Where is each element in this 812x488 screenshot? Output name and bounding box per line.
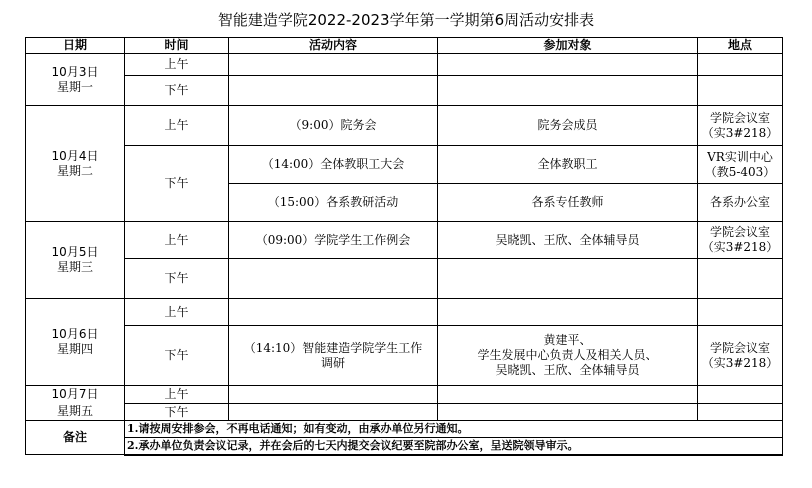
remarks-row xyxy=(26,438,783,455)
table-row xyxy=(26,404,783,421)
remarks-row xyxy=(26,421,783,438)
table-row xyxy=(26,146,783,184)
table-header-row xyxy=(26,38,783,54)
slot-pm: 下午 xyxy=(125,76,229,106)
header-date: 日期 xyxy=(26,38,125,54)
slot-am: 上午 xyxy=(125,222,229,259)
table-row xyxy=(26,326,783,386)
table-row xyxy=(26,106,783,146)
header-participants: 参加对象 xyxy=(438,38,698,54)
date-cell xyxy=(26,386,125,421)
event-location: VR实训中心 （教5-403） xyxy=(698,146,783,184)
event-location: 各系办公室 xyxy=(698,184,783,222)
header-content: 活动内容 xyxy=(229,38,438,54)
header-time: 时间 xyxy=(125,38,229,54)
remark-note: 2.承办单位负责会议记录，并在会后的七天内提交会议纪要至院部办公室，呈送院领导审示。 xyxy=(125,438,783,455)
date-label: 10月5日 xyxy=(51,245,99,259)
slot-pm: 下午 xyxy=(125,326,229,386)
slot-pm: 下午 xyxy=(125,404,229,421)
weekday-label: 星期四 xyxy=(56,342,93,356)
event-location: 学院会议室 （实3#218） xyxy=(698,326,783,386)
weekday-label: 星期五 xyxy=(56,404,93,418)
event-content: （14:00）全体教职工大会 xyxy=(229,146,438,184)
header-location: 地点 xyxy=(698,38,783,54)
slot-am: 上午 xyxy=(125,54,229,76)
date-label: 10月3日 xyxy=(51,64,99,79)
date-cell xyxy=(26,222,125,299)
table-row xyxy=(26,222,783,259)
remark-note: 1.请按周安排参会，不再电话通知；如有变动，由承办单位另行通知。 xyxy=(125,421,783,438)
event-participants: 黄建平、 学生发展中心负责人及相关人员、 吴晓凯、王欣、全体辅导员 xyxy=(438,326,698,386)
weekday-label: 星期二 xyxy=(56,163,93,178)
date-cell xyxy=(26,299,125,386)
event-location: 学院会议室 （实3#218） xyxy=(698,106,783,146)
event-content: （14:10）智能建造学院学生工作 调研 xyxy=(229,326,438,386)
event-location: 学院会议室 （实3#218） xyxy=(698,222,783,259)
date-cell xyxy=(26,106,125,222)
event-content: （9:00）院务会 xyxy=(229,106,438,146)
slot-am: 上午 xyxy=(125,299,229,326)
event-participants: 全体教职工 xyxy=(438,146,698,184)
table-row xyxy=(26,54,783,76)
event-content: （15:00）各系教研活动 xyxy=(229,184,438,222)
date-label: 10月6日 xyxy=(51,327,99,341)
weekday-label: 星期一 xyxy=(56,79,93,94)
event-content: （09:00）学院学生工作例会 xyxy=(229,222,438,259)
slot-pm: 下午 xyxy=(125,146,229,222)
slot-pm: 下午 xyxy=(125,259,229,299)
event-participants: 院务会成员 xyxy=(438,106,698,146)
event-participants: 各系专任教师 xyxy=(438,184,698,222)
activity-schedule-table xyxy=(25,37,783,456)
slot-am: 上午 xyxy=(125,106,229,146)
table-row xyxy=(26,299,783,326)
date-label: 10月7日 xyxy=(51,387,99,401)
event-participants: 吴晓凯、王欣、全体辅导员 xyxy=(438,222,698,259)
date-cell xyxy=(26,54,125,106)
remarks-label: 备注 xyxy=(26,421,125,455)
slot-am: 上午 xyxy=(125,386,229,404)
page-title: 智能建造学院2022-2023学年第一学期第6周活动安排表 xyxy=(217,11,595,29)
table-row xyxy=(26,386,783,404)
table-row xyxy=(26,259,783,299)
table-row xyxy=(26,76,783,106)
date-label: 10月4日 xyxy=(51,148,99,163)
weekday-label: 星期三 xyxy=(56,260,93,274)
